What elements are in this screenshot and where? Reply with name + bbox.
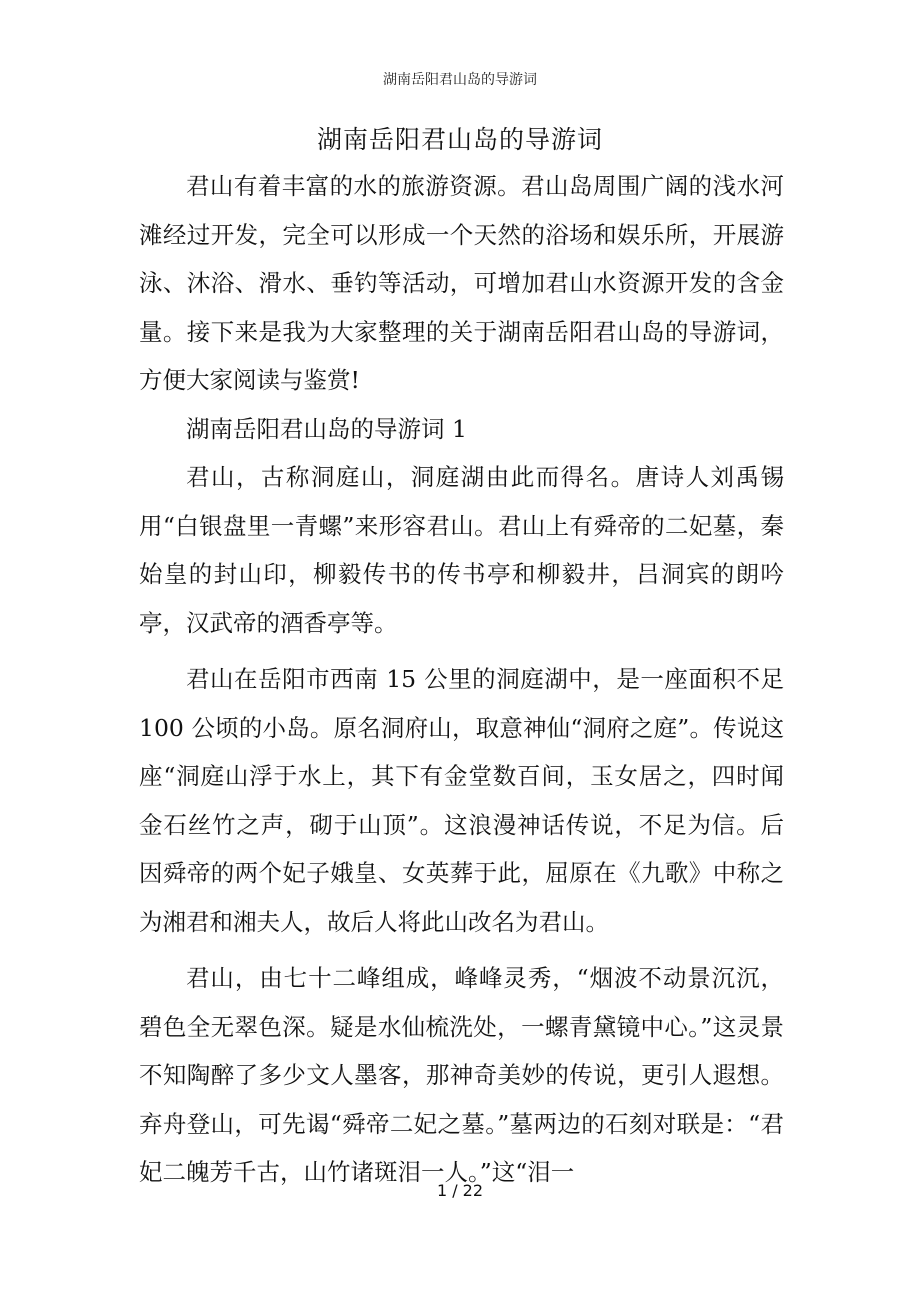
document-title: 湖南岳阳君山岛的导游词 xyxy=(316,125,603,154)
paragraph-3: 君山，由七十二峰组成，峰峰灵秀，“烟波不动景沉沉，碧色全无翠色深。疑是水仙梳洗处，一螺青黛镜中心。”这灵景不知陶醉了多少文人墨客，那神奇美妙的传说，更引人遐想。弃舟登山，可先谒“舜帝二妃之墓。”墓两边的石刻对联是：“君妃二魄芳千古，山竹诸斑泪一人。”这“泪一 xyxy=(139,964,784,1186)
paragraph-1: 君山，古称洞庭山，洞庭湖由此而得名。唐诗人刘禹锡用“白银盘里一青螺”来形容君山。君山上有舜帝的二妃墓，秦始皇的封山印，柳毅传书的传书亭和柳毅井，吕洞宾的朗吟亭，汉武帝的酒香亭等。 xyxy=(139,463,784,637)
paragraph-2: 君山在岳阳市西南 15 公里的洞庭湖中，是一座面积不足 100 公顷的小岛。原名洞府山，取意神仙“洞府之庭”。传说这座“洞庭山浮于水上，其下有金堂数百间，玉女居之，四时闻金石丝竹之声，砌于山顶”。这浪漫神话传说，不足为信。后因舜帝的两个妃子娥皇、女英葬于此，屈原在《九歌》中称之为湘君和湘夫人，故后人将此山改名为君山。 xyxy=(139,665,784,936)
page-number: 1 / 22 xyxy=(436,1181,484,1200)
running-header: 湖南岳阳君山岛的导游词 xyxy=(383,72,537,88)
section-heading-1: 湖南岳阳君山岛的导游词 1 xyxy=(186,414,467,443)
paragraph-intro: 君山有着丰富的水的旅游资源。君山岛周围广阔的浅水河滩经过开发，完全可以形成一个天然的浴场和娱乐所，开展游泳、沐浴、滑水、垂钓等活动，可增加君山水资源开发的含金量。接下来是我为大家整理的关于湖南岳阳君山岛的导游词，方便大家阅读与鉴赏! xyxy=(139,172,784,394)
document-body xyxy=(139,162,784,1205)
